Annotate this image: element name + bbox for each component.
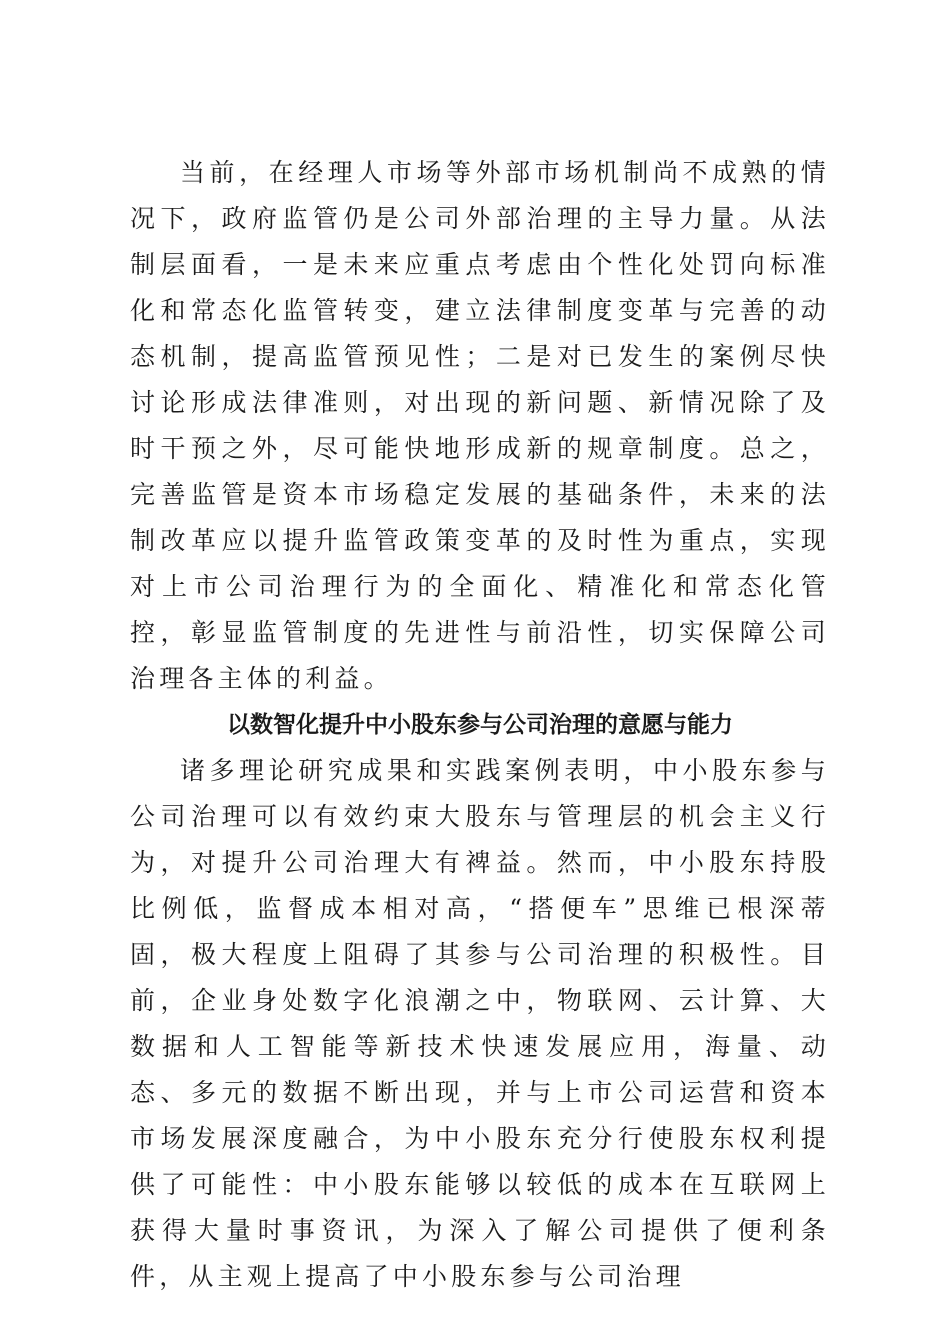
section-heading: 以数智化提升中小股东参与公司治理的意愿与能力 <box>227 712 733 738</box>
document-page <box>130 150 830 1300</box>
body-paragraph: 当前，在经理人市场等外部市场机制尚不成熟的情况下，政府监管仍是公司外部治理的主导力量。从法制层面看，一是未来应重点考虑由个性化处罚向标准化和常态化监管转变，建立法律制度变革与完善的动态机制，提高监管预见性；二是对已发生的案例尽快讨论形成法律准则，对出现的新问题、新情况除了及时干预之外，尽可能快地形成新的规章制度。总之，完善监管是资本市场稳定发展的基础条件，未来的法制改革应以提升监管政策变革的及时性为重点，实现对上市公司治理行为的全面化、精准化和常态化管控，彰显监管制度的先进性与前沿性，切实保障公司治理各主体的利益。 <box>130 158 830 693</box>
body-paragraph: 诸多理论研究成果和实践案例表明，中小股东参与公司治理可以有效约束大股东与管理层的机会主义行为，对提升公司治理大有裨益。然而，中小股东持股比例低，监督成本相对高，“搭便车”思维已根深蒂固，极大程度上阻碍了其参与公司治理的积极性。目前，企业身处数字化浪潮之中，物联网、云计算、大数据和人工智能等新技术快速发展应用，海量、动态、多元的数据不断出现，并与上市公司运营和资本市场发展深度融合，为中小股东充分行使股东权利提供了可能性：中小股东能够以较低的成本在互联网上获得大量时事资讯，为深入了解公司提供了便利条件，从主观上提高了中小股东参与公司治理 <box>130 756 830 1291</box>
